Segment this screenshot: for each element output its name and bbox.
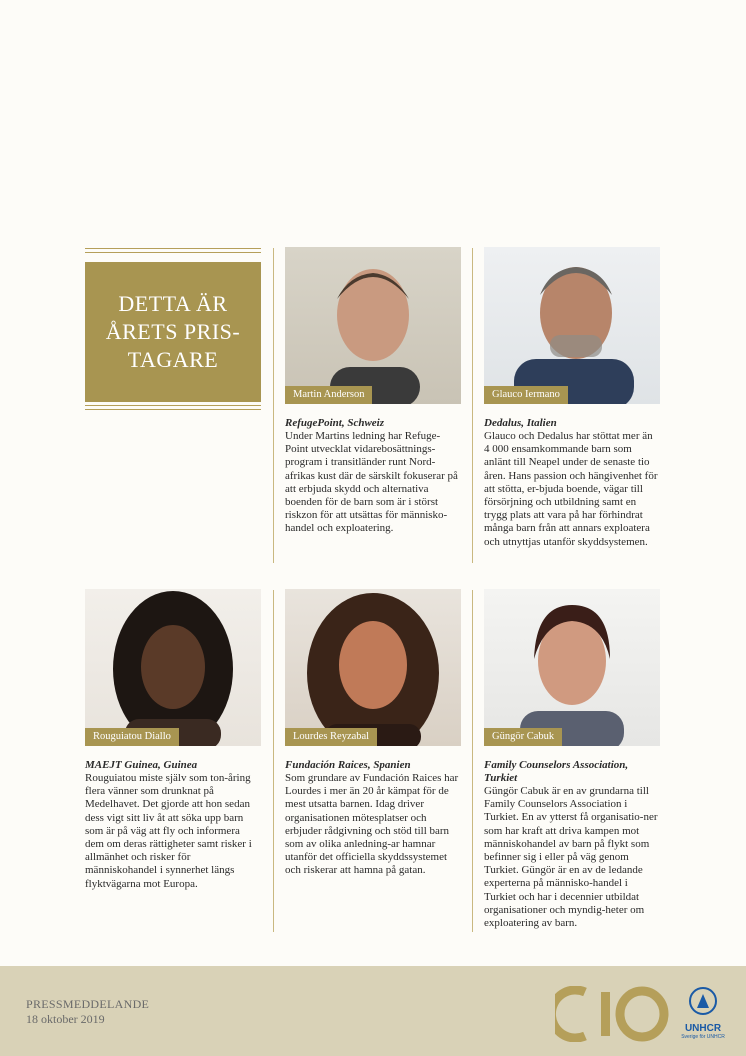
portrait-image — [285, 247, 461, 404]
title-bottom-lines — [85, 405, 261, 415]
portrait-image — [285, 589, 461, 746]
laureate-bio: Under Martins ledning har Refuge-Point utvecklat vidarebosättnings-program i transitländer runt Nord-afrikas kust där de särskilt fokuserar på att erbjuda skydd och alternativa boenden för de barn som är i störst riskzon för att utsättas för människo-handel och exploatering. — [285, 430, 458, 535]
unhcr-subtext: Sverige för UNHCR — [681, 1034, 725, 1040]
column-divider — [273, 248, 274, 563]
laureate-bio: Som grundare av Fundación Raices har Lourdes i mer än 20 år kämpat för de mest utsatta barnen. Idag driver organisationen mötesplatser och erbjuder rådgivning och stöd till barn som av olika anledning-ar hamnar utanför det officiella skyddssystemet och riskerar att hamna på gatan. — [285, 772, 459, 877]
laureate-photo — [484, 589, 660, 746]
laureate-bio: Rouguiatou miste själv som ton-åring flera vänner som drunknat på Medelhavet. Det gjorde att hon sedan dess vigt sitt liv åt att söka upp barn som är på väg att fly och informera dem om deras rättigheter samt risker i allmänhet och risker för människohandel i synnerhet längs flyktvägarna mot Europa. — [85, 772, 252, 890]
column-divider — [273, 590, 274, 932]
laureate-photo — [85, 589, 261, 746]
laureate-photo — [285, 247, 461, 404]
press-release-date: 18 oktober 2019 — [26, 1012, 105, 1026]
footer — [0, 966, 746, 1056]
laureate-photo — [484, 247, 660, 404]
column-divider — [472, 248, 473, 563]
laureate-card — [85, 589, 261, 891]
laureate-bio: Güngör Cabuk är en av grundarna till Family Counselors Association i Turkiet. En av ytterst få organisatio-ner som har kraft att driva kampen mot människohandel av barn på flykt som befinner sig i eller på väg genom Turkiet. Güngör är en av de ledande experterna på människo-handel i Turkiet och har i decennier utbildat organisationer och myndig-heter om exploatering av barn. — [484, 785, 658, 930]
column-divider — [472, 590, 473, 932]
unhcr-logo — [678, 986, 728, 1042]
laureate-name: Rouguiatou Diallo — [85, 728, 179, 746]
portrait-image — [484, 247, 660, 404]
laureate-name: Lourdes Reyzabal — [285, 728, 377, 746]
page-title-box — [85, 262, 261, 402]
laureate-card — [484, 589, 660, 930]
laureate-name: Glauco Iermano — [484, 386, 568, 404]
portrait-image — [484, 589, 660, 746]
laureate-name: Güngör Cabuk — [484, 728, 562, 746]
laureate-photo — [285, 589, 461, 746]
laureate-org: Fundación Raices, Spanien — [285, 759, 411, 771]
laureate-card — [484, 247, 660, 549]
laureate-card — [285, 589, 461, 878]
laureate-bio: Glauco och Dedalus har stöttat mer än 4 000 ensamkommande barn som anlänt till Neapel under de senaste tio åren. Hans passion och hängivenhet för att stötta, er-bjuda boende, vägar till försörjning och utbildning samt en trygg plats att vara på har förhindrat många barn från att annars exploatera och utnyttjas utanför skyddsystemen. — [484, 430, 658, 548]
laureate-org: Dedalus, Italien — [484, 417, 557, 429]
c10-logo-icon — [555, 986, 670, 1042]
laureate-name: Martin Anderson — [285, 386, 372, 404]
page-title: DETTA ÄR ÅRETS PRIS- TAGARE — [105, 291, 241, 372]
laureate-org: RefugePoint, Schweiz — [285, 417, 385, 429]
unhcr-text: UNHCR — [684, 1023, 722, 1034]
press-release-label: PRESSMEDDELANDE — [26, 997, 150, 1011]
unhcr-emblem-icon — [688, 986, 718, 1016]
title-top-lines — [85, 248, 261, 258]
portrait-image — [85, 589, 261, 746]
laureate-org: MAEJT Guinea, Guinea — [85, 759, 198, 771]
laureate-card — [285, 247, 461, 536]
laureate-org: Family Counselors Association, Turkiet — [484, 759, 629, 784]
